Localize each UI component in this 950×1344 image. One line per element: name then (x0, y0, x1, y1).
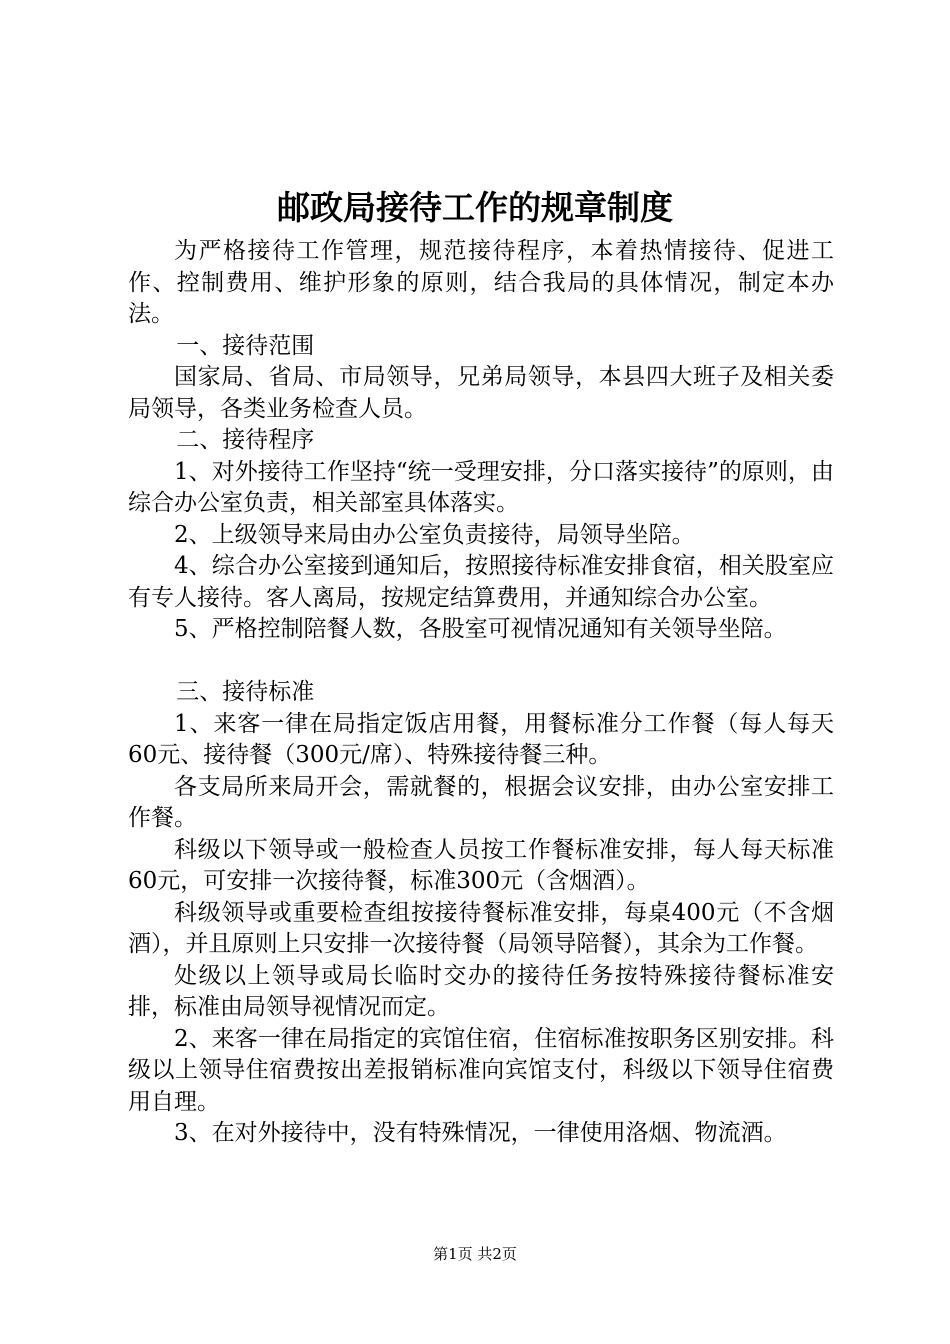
standards-item: 2、来客一律在局指定的宾馆住宿，住宿标准按职务区别安排。科级以上领导住宿费按出差报销标准向宾馆支付，科级以下领导住宿费用自理。 (128, 1025, 834, 1115)
section-heading-procedure: 二、接待程序 (176, 427, 315, 453)
standards-item: 1、来客一律在局指定饭店用餐，用餐标准分工作餐（每人每天60元、接待餐（300元/席）、特殊接待餐三种。 (128, 710, 834, 768)
document-title: 邮政局接待工作的规章制度 (277, 188, 673, 227)
procedure-item: 2、上级领导来局由办公室负责接待，局领导坐陪。 (174, 521, 695, 548)
section-heading-scope: 一、接待范围 (176, 332, 315, 359)
standards-item: 科级以下领导或一般检查人员按工作餐标准安排，每人每天标准60元，可安排一次接待餐，标准300元（含烟酒）。 (128, 836, 834, 894)
section-heading-standards: 三、接待标准 (176, 679, 315, 705)
document-body (128, 236, 834, 1150)
procedure-item: 1、对外接待工作坚持“统一受理安排，分口落实接待”的原则，由综合办公室负责，相关部室具体落实。 (128, 458, 834, 516)
procedure-item: 5、严格控制陪餐人数，各股室可视情况通知有关领导坐陪。 (174, 616, 787, 642)
procedure-item: 4、综合办公室接到通知后，按照接待标准安排食宿，相关股室应有专人接待。客人离局，按规定结算费用，并通知综合办公室。 (128, 553, 834, 611)
blank-line (128, 646, 834, 678)
standards-item: 处级以上领导或局长临时交办的接待任务按特殊接待餐标准安排，标准由局领导视情况而定。 (128, 962, 834, 1020)
standards-item: 科级领导或重要检查组按接待餐标准安排，每桌400元（不含烟酒），并且原则上只安排一次接待餐（局领导陪餐），其余为工作餐。 (128, 899, 834, 957)
standards-item: 各支局所来局开会，需就餐的，根据会议安排，由办公室安排工作餐。 (128, 773, 834, 831)
scope-paragraph: 国家局、省局、市局领导，兄弟局领导，本县四大班子及相关委局领导，各类业务检查人员。 (128, 364, 834, 422)
intro-paragraph: 为严格接待工作管理，规范接待程序，本着热情接待、促进工作、控制费用、维护形象的原则，结合我局的具体情况，制定本办法。 (128, 238, 834, 327)
page-number-footer: 第1页 共2页 (433, 1245, 517, 1263)
standards-item: 3、在对外接待中，没有特殊情况，一律使用洛烟、物流酒。 (174, 1120, 787, 1146)
